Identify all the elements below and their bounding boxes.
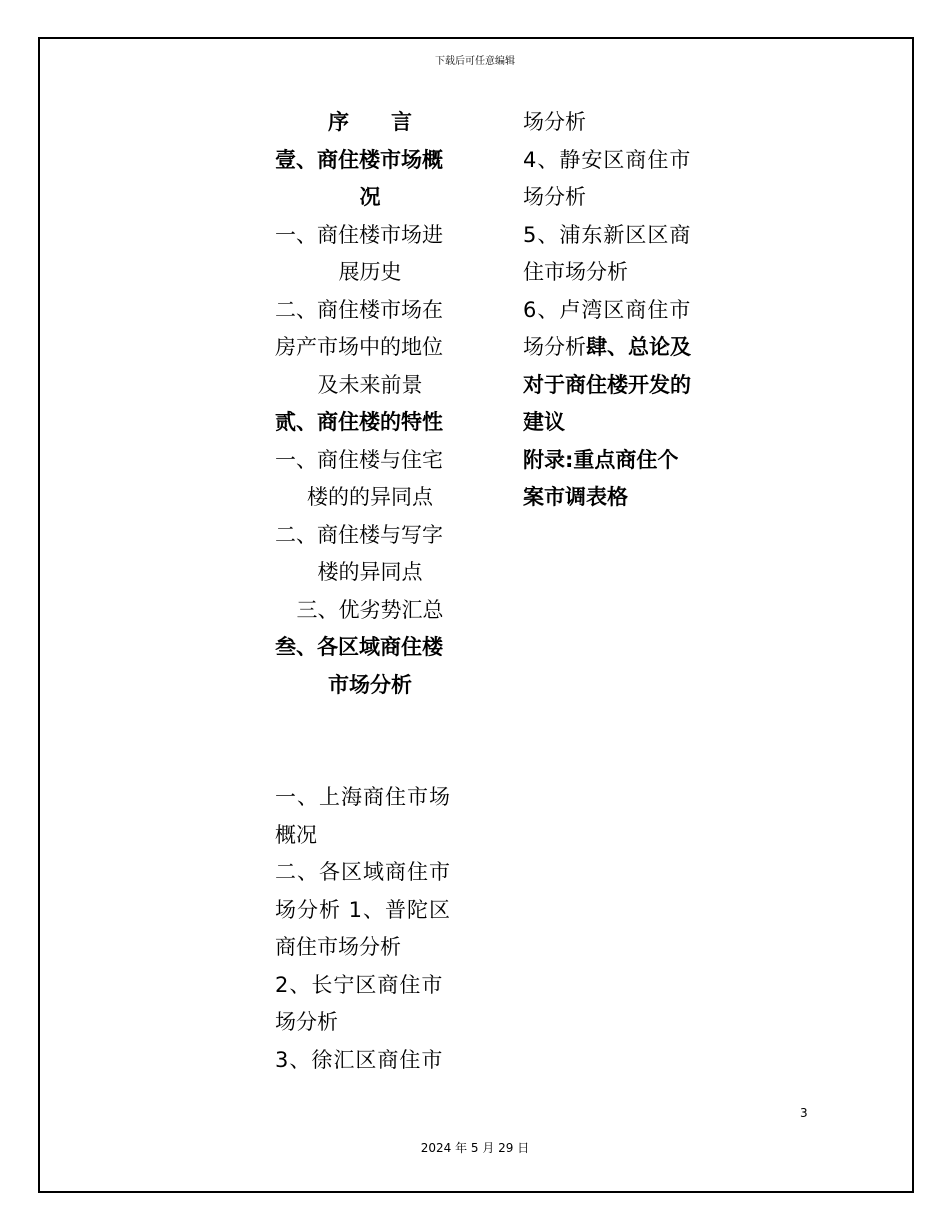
toc-item-cont: 商住市场分析 (275, 935, 401, 959)
toc-preface: 序 言 (328, 110, 412, 134)
toc-item-cont: 场分析 (275, 1010, 338, 1034)
footer-date: 2024 年 5 月 29 日 (420, 1141, 530, 1155)
toc-chapter-3-cont: 市场分析 (328, 672, 412, 697)
toc-item-cont: 及未来前景 (317, 372, 423, 397)
toc-item: 2、长宁区商住市 (275, 972, 444, 997)
toc-item: 二、各区域商住市 (275, 860, 451, 884)
toc-item-cont: 场分析 (523, 335, 586, 359)
toc-left-column (275, 104, 465, 1079)
toc-chapter-2: 贰、商住楼的特性 (275, 410, 443, 434)
toc-chapter-4-cont: 建议 (523, 410, 565, 434)
toc-item: 6、卢湾区商住市 (523, 297, 692, 322)
toc-item-cont: 概况 (275, 822, 317, 847)
toc-chapter-1-cont: 况 (359, 185, 381, 209)
toc-item-cont: 展历史 (338, 260, 402, 284)
toc-item-cont: 住市场分析 (523, 260, 628, 284)
toc-chapter-1: 壹、商住楼市场概 (275, 147, 443, 172)
toc-item: 二、商住楼与写字 (275, 522, 443, 547)
toc-item-cont: 房产市场中的地位 (275, 335, 443, 359)
toc-item: 三、优劣势汇总 (296, 597, 444, 622)
toc-item: 5、浦东新区区商 (523, 222, 692, 247)
toc-item: 3、徐汇区商住市 (275, 1047, 444, 1072)
header-note: 下载后可任意编辑 (435, 56, 515, 67)
toc-item-cont: 场分析 (523, 110, 586, 134)
toc-chapter-4: 肆、总论及 (586, 335, 691, 359)
toc-item: 一、上海商住市场 (275, 785, 451, 809)
toc-item: 一、商住楼与住宅 (275, 447, 443, 472)
toc-item: 一、商住楼市场进 (275, 222, 443, 247)
toc-appendix-cont: 案市调表格 (523, 485, 628, 509)
toc-item-cont: 楼的异同点 (317, 560, 423, 584)
toc-item-cont: 场分析 1、普陀区 (275, 897, 452, 922)
toc-appendix: 附录:重点商住个 (523, 447, 679, 472)
page-border (38, 37, 914, 1193)
toc-mixed-line (523, 329, 718, 367)
blank-gap (275, 704, 465, 779)
page-number: 3 (800, 1106, 808, 1120)
toc-item-cont: 场分析 (523, 185, 586, 209)
toc-item: 4、静安区商住市 (523, 147, 692, 172)
toc-item: 二、商住楼市场在 (275, 297, 443, 322)
toc-item-cont: 楼的的异同点 (307, 485, 433, 509)
toc-right-column (523, 104, 718, 517)
toc-chapter-3: 叁、各区域商住楼 (275, 635, 443, 659)
toc-chapter-4-cont: 对于商住楼开发的 (523, 372, 691, 397)
